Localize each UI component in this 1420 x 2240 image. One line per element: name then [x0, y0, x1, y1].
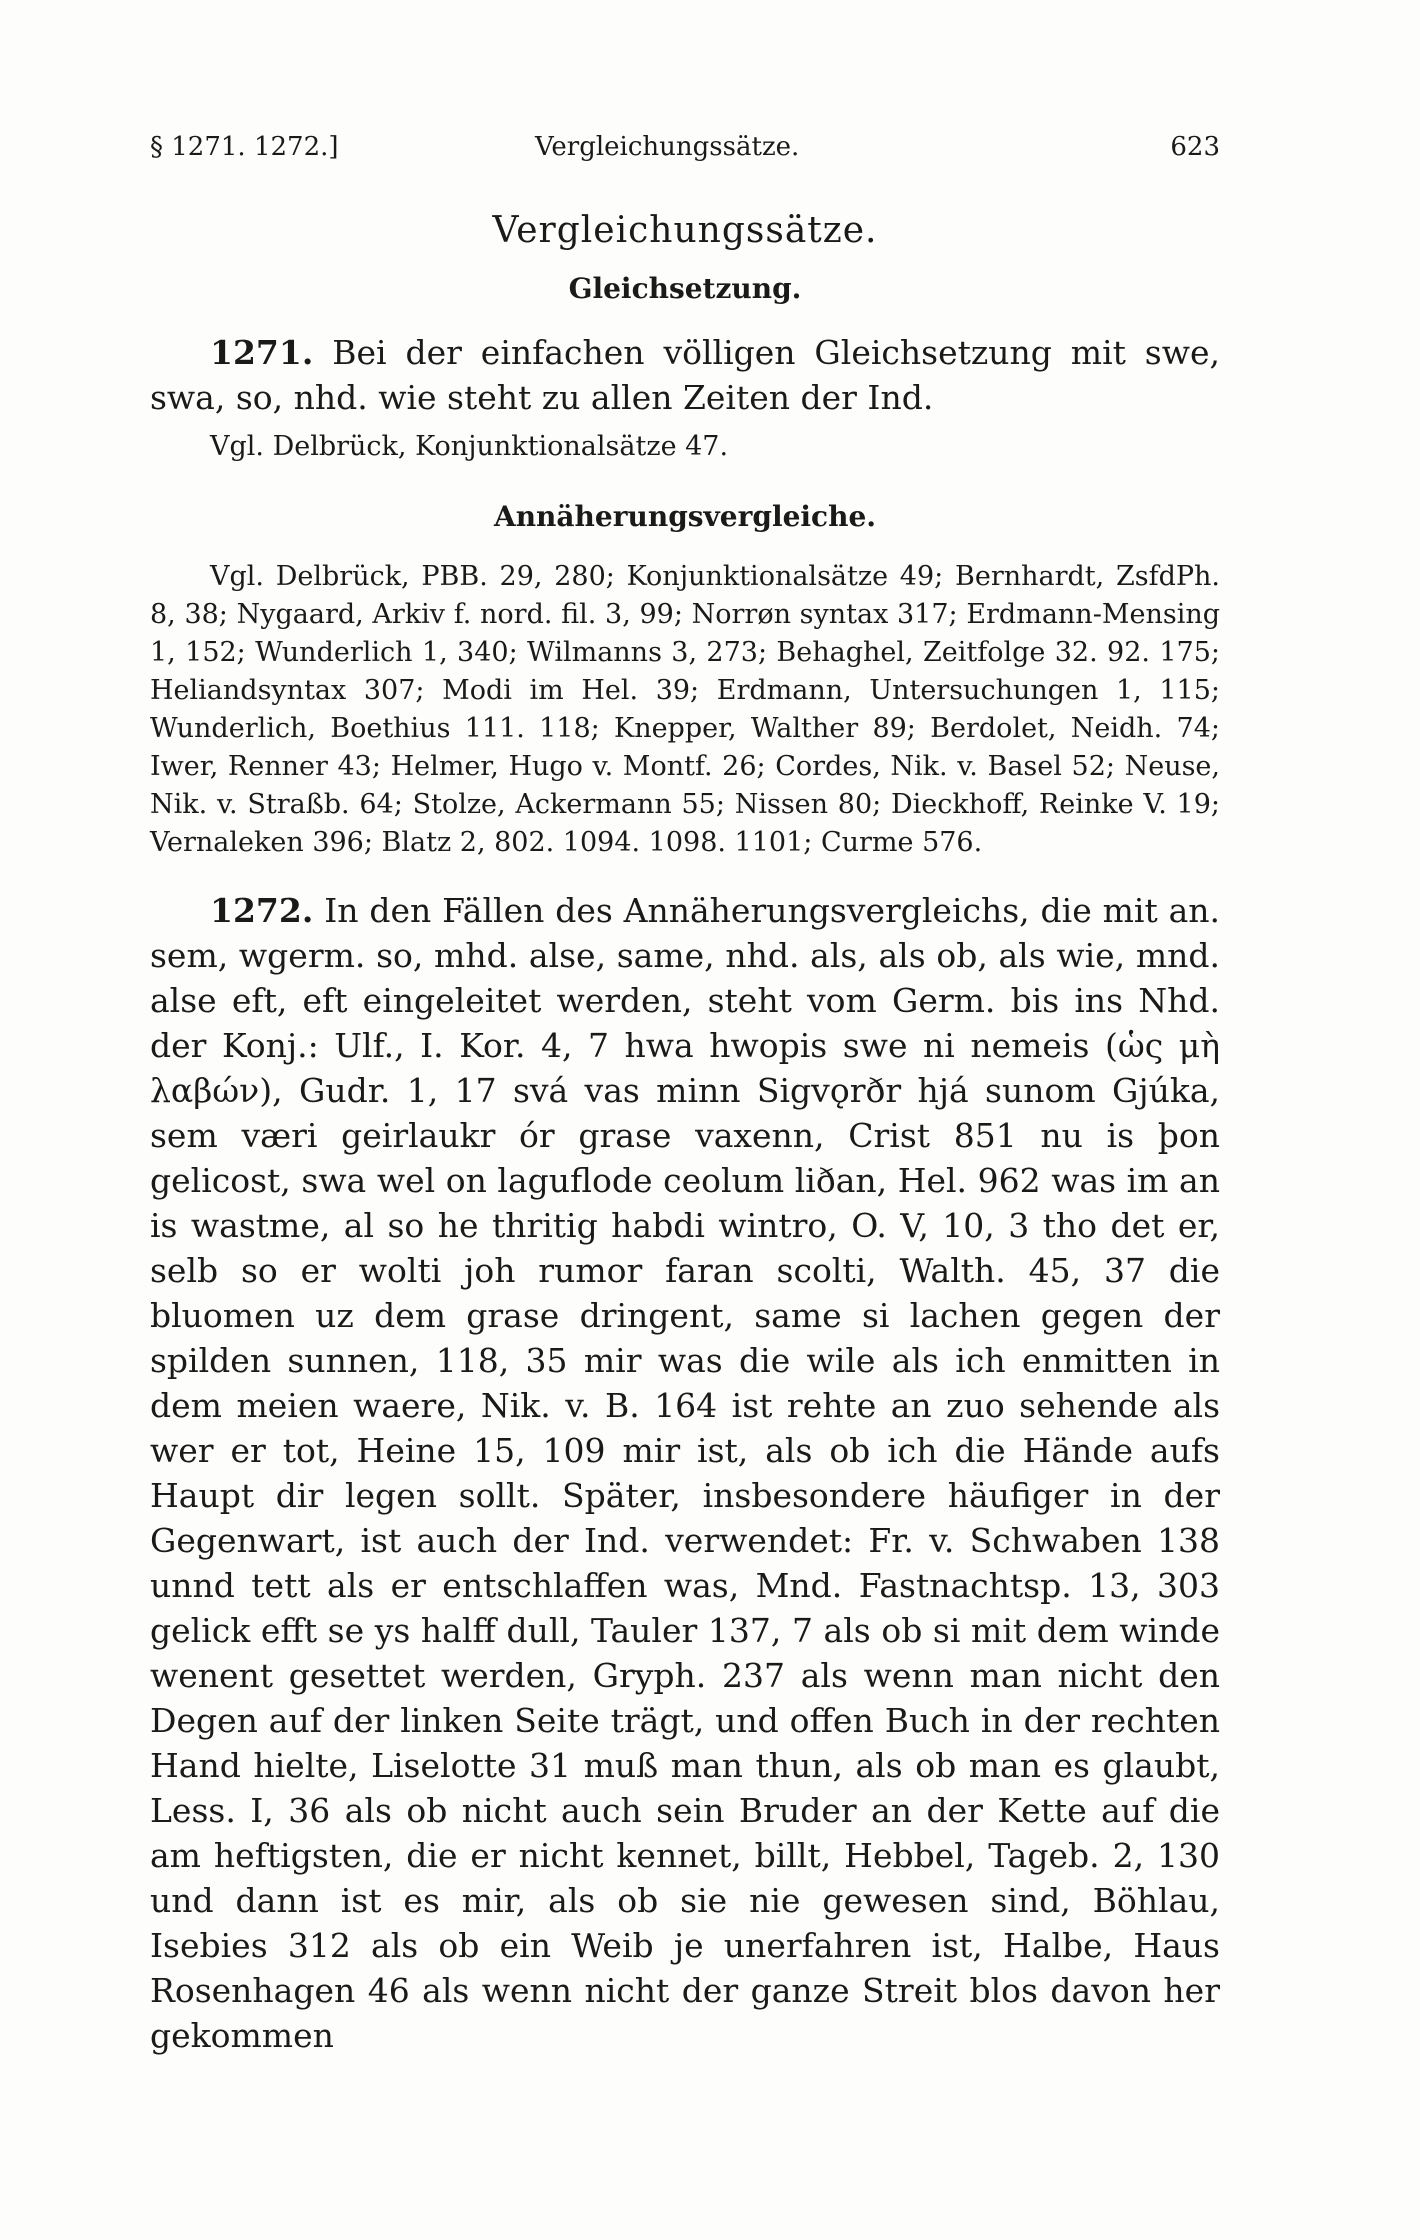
heading-annaeherungsvergleiche: Annäherungsvergleiche. [493, 500, 877, 533]
paragraph-1272-text: In den Fällen des Annäherungsvergleichs, die mit an. sem, wgerm. so, mhd. alse, same, nhd. als, als ob, als wie, mnd. alse eft, eft eingeleitet werden, steht vom Germ. bis ins Nhd. der Konj.: Ulf., I. Kor. 4, 7 hwa hwopis swe ni nemeis (ὡς μὴ λαβών), Gudr. 1, 17 svá vas minn Sigvǫrðr hjá sunom Gjúka, sem væri geirlaukr ór grase vaxenn, Crist 851 nu is þon gelicost, swa wel on laguflode ceolum liðan, Hel. 962 was im an is wastme, al so he thritig habdi wintro, O. V, 10, 3 tho det er, selb so er wolti joh rumor faran scolti, Walth. 45, 37 die bluomen uz dem grase dringent, same si lachen gegen der spilden sunnen, 118, 35 mir was die wile als ich enmitten in dem meien waere, Nik. v. B. 164 ist rehte an zuo sehende als wer er tot, Heine 15, 109 mir ist, als ob ich die Hände aufs Haupt dir legen sollt. Später, insbesondere häufiger in der Gegenwart, ist auch der Ind. verwendet: Fr. v. Schwaben 138 unnd tett als er entschlaffen was, Mnd. Fastnachtsp. 13, 303 gelick efft se ys halff dull, Tauler 137, 7 als ob si mit dem winde wenent gesettet werden, Gryph. 237 als wenn man nicht den Degen auf der linken Seite trägt, und offen Buch in der rechten Hand hielte, Liselotte 31 muß man thun, als ob man es glaubt, Less. I, 36 als ob nicht auch sein Bruder an der Kette auf die am heftigsten, die er nicht kennet, billt, Hebbel, Tageb. 2, 130 und dann ist es mir, als ob sie nie gewesen sind, Böhlau, Isebies 312 als ob ein Weib je unerfahren ist, Halbe, Haus Rosenhagen 46 als wenn nicht der ganze Streit blos davon her gekommen [150, 891, 1220, 2055]
heading-gleichsetzung: Gleichsetzung. [568, 272, 802, 305]
reference-1271: Vgl. Delbrück, Konjunktionalsätze 47. [210, 431, 729, 462]
references-text: Vgl. Delbrück, PBB. 29, 280; Konjunktionalsätze 49; Bernhardt, ZsfdPh. 8, 38; Nygaard, Arkiv f. nord. fil. 3, 99; Norrøn syntax 317; Erdmann-Mensing 1, 152; Wunderlich 1, 340; Wilmanns 3, 273; Behaghel, Zeitfolge 32. 92. 175; Heliandsyntax 307; Modi im Hel. 39; Erdmann, Untersuchungen 1, 115; Wunderlich, Boethius 111. 118; Knepper, Walther 89; Berdolet, Neidh. 74; Iwer, Renner 43; Helmer, Hugo v. Montf. 26; Cordes, Nik. v. Basel 52; Neuse, Nik. v. Straßb. 64; Stolze, Ackermann 55; Nissen 80; Dieckhoff, Reinke V. 19; Vernaleken 396; Blatz 2, 802. 1094. 1098. 1101; Curme 576. [150, 561, 1220, 858]
page-number: 623 [1170, 132, 1220, 162]
running-head [150, 132, 1220, 172]
references-annaeherungsvergleiche [150, 558, 1220, 862]
paragraph-1271 [150, 330, 1220, 420]
paragraph-1272 [150, 888, 1220, 2058]
chapter-title: Vergleichungssätze. [492, 210, 878, 251]
paragraph-number-1271: 1271. [210, 333, 314, 372]
running-head-section: § 1271. 1272.] [150, 132, 339, 162]
book-page [150, 0, 1220, 2240]
running-head-title: Vergleichungssätze. [535, 132, 800, 162]
paragraph-number-1272: 1272. [210, 891, 314, 930]
paragraph-1271-text: Bei der einfachen völligen Gleichsetzung mit swe, swa, so, nhd. wie steht zu allen Zeiten der Ind. [150, 333, 1220, 417]
